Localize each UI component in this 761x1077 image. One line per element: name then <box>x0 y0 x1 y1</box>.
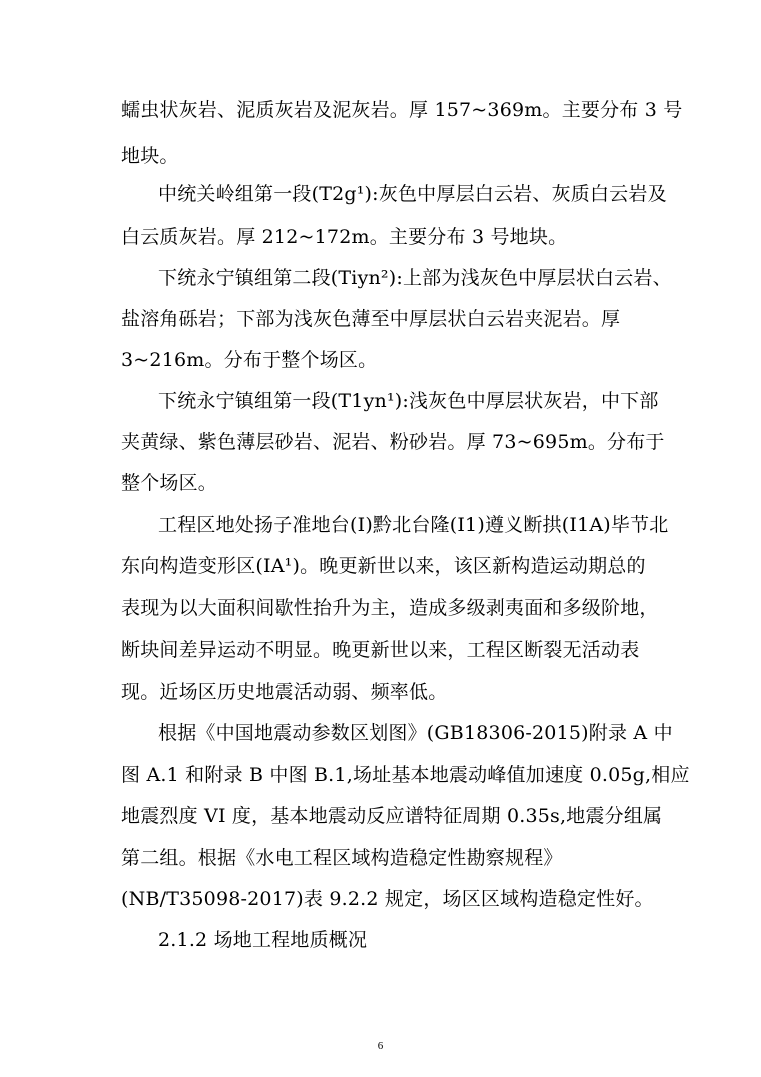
text-line: 表现为以大面积间歇性抬升为主，造成多级剥夷面和多级阶地， <box>121 597 659 619</box>
text-line: 蠕虫状灰岩、泥质灰岩及泥灰岩。厚 157~369m。主要分布 3 号 <box>121 99 683 121</box>
paragraph-start-line: 工程区地处扬子准地台(I)黔北台隆(I1)遵义断拱(I1A)毕节北 <box>158 514 669 536</box>
text-line: 整个场区。 <box>121 472 218 494</box>
text-line: 地震烈度 VI 度，基本地震动反应谱特征周期 0.35s,地震分组属 <box>121 805 663 827</box>
text-line: (NB/T35098-2017)表 9.2.2 规定，场区区域构造稳定性好。 <box>121 888 654 910</box>
text-line: 夹黄绿、紫色薄层砂岩、泥岩、粉砂岩。厚 73~695m。分布于 <box>121 431 665 453</box>
text-line: 现。近场区历史地震活动弱、频率低。 <box>121 681 448 703</box>
paragraph-start-line: 下统永宁镇组第二段(Tiyn²):上部为浅灰色中厚层状白云岩、 <box>158 267 672 289</box>
text-line: 3~216m。分布于整个场区。 <box>121 349 378 371</box>
text-line: 地块。 <box>121 145 179 167</box>
section-heading: 2.1.2 场地工程地质概况 <box>158 929 368 951</box>
paragraph-start-line: 中统关岭组第一段(T2g¹):灰色中厚层白云岩、灰质白云岩及 <box>158 183 667 205</box>
text-line: 东向构造变形区(IA¹)。晚更新世以来，该区新构造运动期总的 <box>121 555 646 577</box>
text-line: 断块间差异运动不明显。晚更新世以来，工程区断裂无活动表 <box>121 639 640 661</box>
paragraph-start-line: 根据《中国地震动参数区划图》(GB18306-2015)附录 A 中 <box>158 722 673 744</box>
text-line: 第二组。根据《水电工程区域构造稳定性勘察规程》 <box>121 847 563 869</box>
paragraph-start-line: 下统永宁镇组第一段(T1yn¹):浅灰色中厚层状灰岩，中下部 <box>158 390 659 412</box>
text-line: 图 A.1 和附录 B 中图 B.1,场址基本地震动峰值加速度 0.05g,相应 <box>121 764 690 786</box>
page-number: 6 <box>377 1040 384 1052</box>
text-line: 盐溶角砾岩；下部为浅灰色薄至中厚层状白云岩夹泥岩。厚 <box>121 308 621 330</box>
text-line: 白云质灰岩。厚 212~172m。主要分布 3 号地块。 <box>121 226 568 248</box>
